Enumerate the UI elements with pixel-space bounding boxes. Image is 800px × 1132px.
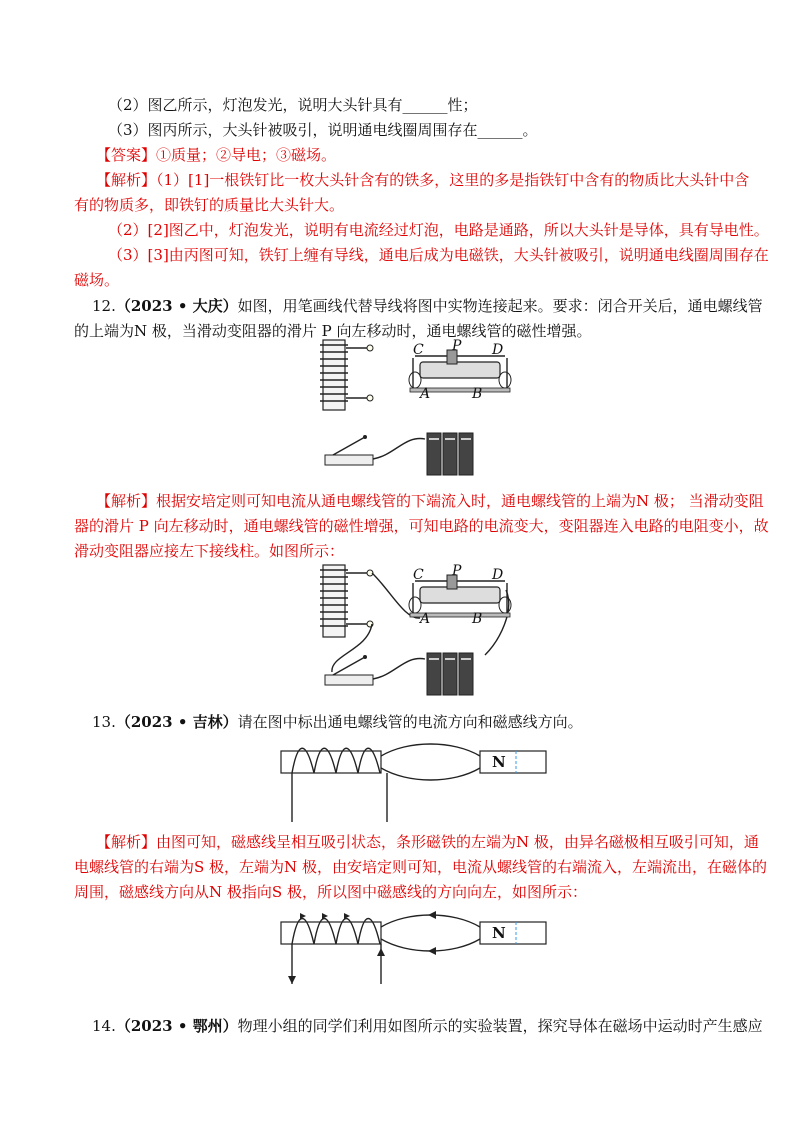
- question-stem: 如图，用笔画线代替导线将图中实物连接起来。要求：闭合开关后，通电螺线管: [237, 297, 763, 315]
- q12-analysis-line1: [96, 491, 764, 511]
- q14-stem: [92, 1016, 763, 1036]
- q12-stem-line1: [92, 296, 763, 316]
- q11-answer: [96, 145, 336, 165]
- q11-part3: （3）图丙所示，大头针被吸引，说明通电线圈周围存在______。: [108, 121, 538, 139]
- analysis-tag: 【解析】: [96, 492, 157, 510]
- answer-tag: 【答案】: [96, 146, 157, 164]
- q11-analysis-line5: 磁场。: [74, 271, 120, 289]
- bar-magnet-icon: [480, 922, 546, 944]
- battery-icon: [427, 433, 473, 475]
- label-a: A: [420, 611, 431, 627]
- q13-analysis-line1: [96, 832, 759, 852]
- question-source: （2023 • 大庆）: [115, 297, 238, 315]
- analysis-tag: 【解析】: [96, 171, 157, 189]
- q12-stem-line2: 的上端为N 极，当滑动变阻器的滑片 P 向左移动时，通电螺线管的磁性增强。: [74, 322, 592, 340]
- label-p: P: [452, 563, 462, 579]
- label-d: D: [492, 567, 504, 583]
- question-stem: 请在图中标出通电螺线管的电流方向和磁感线方向。: [237, 713, 583, 731]
- q13-stem: [92, 712, 583, 732]
- switch-icon: [325, 655, 373, 685]
- solenoid-icon: [281, 913, 385, 984]
- solenoid-icon: [320, 565, 373, 637]
- solenoid-icon: [281, 748, 387, 822]
- question-number: 12.: [92, 297, 116, 315]
- solenoid-icon: [320, 340, 373, 410]
- question-source: （2023 • 吉林）: [115, 713, 238, 731]
- question-stem: 物理小组的同学们利用如图所示的实验装置，探究导体在磁场中运动时产生感应: [237, 1017, 763, 1035]
- q11-analysis-line4: （3）[3]由丙图可知，铁钉上缠有导线，通电后成为电磁铁，大头针被吸引，说明通电线圈周围存在: [108, 246, 769, 264]
- q12-analysis-line3: 滑动变阻器应接左下接线柱。如图所示：: [74, 542, 345, 560]
- q11-analysis-line3: （2）[2]图乙中，灯泡发光，说明有电流经过灯泡，电路是通路，所以大头针是导体，具有导电性。: [108, 221, 769, 239]
- label-c: C: [413, 567, 424, 583]
- label-d: D: [492, 342, 504, 358]
- label-b: B: [472, 386, 483, 402]
- analysis-text: 由图可知，磁感线呈相互吸引状态，条形磁铁的左端为N 极，由异名磁极相互吸引可知，通: [156, 833, 759, 851]
- label-c: C: [413, 342, 424, 358]
- q13-figure-answer: [278, 908, 548, 988]
- q11-part2: （2）图乙所示，灯泡发光，说明大头针具有______性；: [108, 96, 478, 114]
- answer-text: ①质量；②导电；③磁场。: [156, 146, 337, 164]
- analysis-tag: 【解析】: [96, 833, 157, 851]
- label-a: A: [420, 386, 431, 402]
- field-lines-icon: [381, 911, 480, 955]
- analysis-text: （1）[1]一根铁钉比一枚大头针含有的铁多，这里的多是指铁钉中含有的物质比大头针中含: [156, 171, 750, 189]
- q13-analysis-line3: 周围，磁感线方向从N 极指向S 极，所以图中磁感线的方向向左，如图所示：: [74, 883, 587, 901]
- q11-analysis-line2: 有的物质多，即铁钉的质量比大头针大。: [74, 196, 345, 214]
- magnet-n-label: N: [492, 924, 506, 942]
- battery-icon: [427, 653, 473, 695]
- switch-icon: [325, 435, 373, 465]
- field-lines-icon: [381, 744, 480, 780]
- q11-analysis-line1: [96, 170, 749, 190]
- q13-figure-question: [278, 740, 548, 825]
- q12-switch-battery-connected: [325, 645, 485, 705]
- label-p: P: [452, 338, 462, 354]
- q12-switch-battery-unconnected: [325, 425, 485, 485]
- analysis-text: 根据安培定则可知电流从通电螺线管的下端流入时，通电螺线管的上端为N 极； 当滑动变阻: [156, 492, 764, 510]
- label-b: B: [472, 611, 483, 627]
- question-source: （2023 • 鄂州）: [115, 1017, 238, 1035]
- q13-analysis-line2: 电螺线管的右端为S 极，左端为N 极，由安培定则可知，电流从螺线管的右端流入，左端流出，在磁体的: [74, 858, 767, 876]
- magnet-n-label: N: [492, 753, 506, 771]
- q12-analysis-line2: 器的滑片 P 向左移动时，通电螺线管的磁性增强，可知电路的电流变大，变阻器连入电路的电阻变小，故: [74, 517, 769, 535]
- question-number: 13.: [92, 713, 116, 731]
- bar-magnet-icon: [480, 751, 546, 773]
- question-number: 14.: [92, 1017, 116, 1035]
